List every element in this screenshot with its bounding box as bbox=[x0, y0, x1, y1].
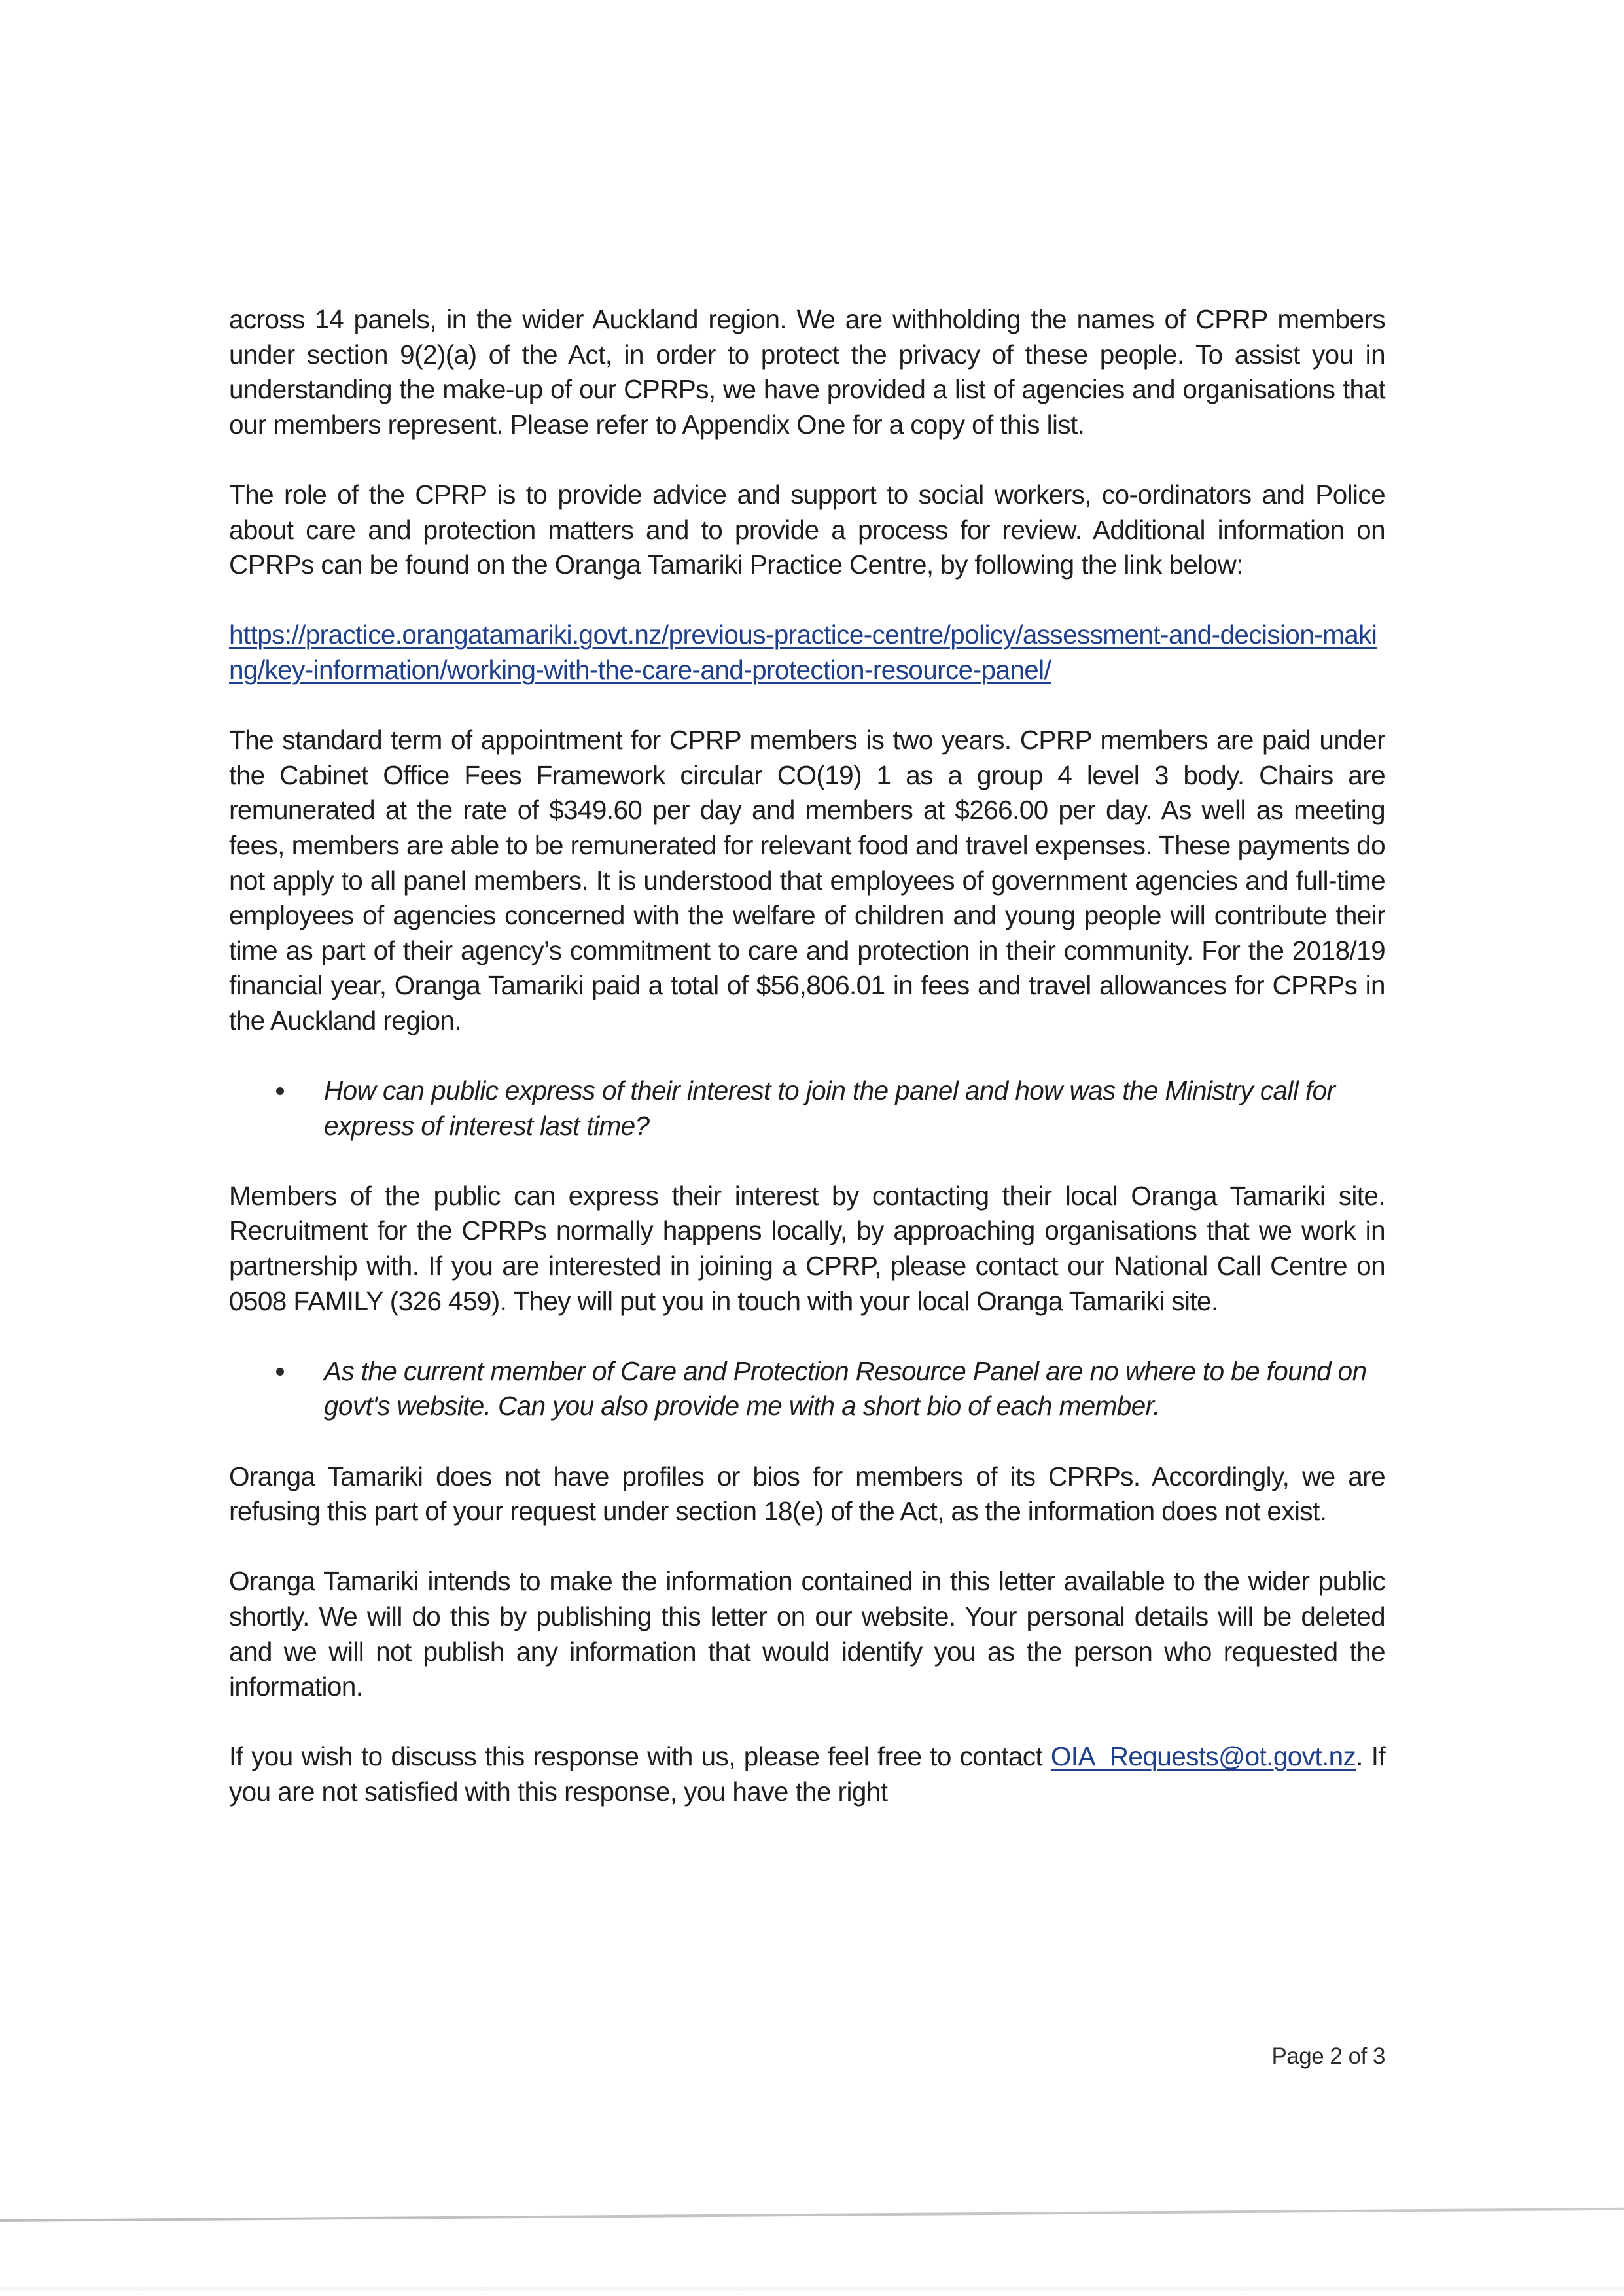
paragraph-cprp-membership: across 14 panels, in the wider Auckland region. We are withholding the names of CPRP members under section 9(2)(a) of the Act, in order to protect the privacy of these people. To assist you in understanding the make-up of our CPRPs, we have provided a list of agencies and organisations that our members represent. Please refer to Appendix One for a copy of this list. bbox=[229, 304, 1385, 440]
practice-centre-link-block bbox=[229, 617, 1385, 687]
question-bullet-member-bios bbox=[229, 1354, 1385, 1424]
paragraph-cprp-role: The role of the CPRP is to provide advice and support to social workers, co-ordinators and Police about care and protection matters and to provide a process for review. Additional information on CPRPs can be found on the Oranga Tamariki Practice Centre, by following the link below: bbox=[229, 479, 1385, 580]
scan-bottom-noise bbox=[0, 2287, 1624, 2291]
letter-body bbox=[229, 302, 1385, 1845]
question-bullet-expression-of-interest bbox=[229, 1073, 1385, 1143]
contact-text-after: . If you are not satisfied with this response, you have the right bbox=[229, 1741, 1386, 1807]
paragraph-refusal: Oranga Tamariki does not have profiles or bios for members of its CPRPs. Accordingly, we are refusing this part of your request under section 18(e) of the Act, as the information does not exist. bbox=[229, 1461, 1385, 1527]
scan-edge-line bbox=[0, 2208, 1624, 2222]
paragraph-publication: Oranga Tamariki intends to make the information contained in this letter available to the wider public shortly. We will do this by publishing this letter on our website. Your personal details will be deleted and we will not publish any information that would identify you as the person who requested the information. bbox=[229, 1566, 1385, 1702]
question-text: How can public express of their interest to join the panel and how was the Ministry call for express of interest last time? bbox=[324, 1075, 1335, 1141]
page-number: Page 2 of 3 bbox=[1271, 2044, 1385, 2069]
practice-centre-link[interactable]: https://practice.orangatamariki.govt.nz/previous-practice-centre/policy/assessment-and-decision-making/key-information/working-with-the-care-and-protection-resource-panel/ bbox=[229, 619, 1377, 685]
bullet-icon bbox=[276, 1087, 284, 1095]
paragraph-public-interest: Members of the public can express their interest by contacting their local Oranga Tamariki site. Recruitment for the CPRPs normally happens locally, by approaching organisations that we work in partnership with. If you are interested in joining a CPRP, please contact our National Call Centre on 0508 FAMILY (326 459). They will put you in touch with your local Oranga Tamariki site. bbox=[229, 1180, 1385, 1316]
bullet-icon bbox=[276, 1368, 284, 1376]
paragraph-remuneration: The standard term of appointment for CPRP members is two years. CPRP members are paid under the Cabinet Office Fees Framework circular CO(19) 1 as a group 4 level 3 body. Chairs are remunerated at the rate of $349.60 per day and members at $266.00 per day. As well as meeting fees, members are able to be remunerated for relevant food and travel expenses. These payments do not apply to all panel members. It is understood that employees of government agencies and full-time employees of agencies concerned with the welfare of children and young people will contribute their time as part of their agency’s commitment to care and protection in their community. For the 2018/19 financial year, Oranga Tamariki paid a total of $56,806.01 in fees and travel allowances for CPRPs in the Auckland region. bbox=[229, 725, 1385, 1035]
contact-text-before: If you wish to discuss this response with us, please feel free to contact bbox=[229, 1741, 1043, 1772]
paragraph-contact bbox=[229, 1739, 1385, 1809]
question-text: As the current member of Care and Protection Resource Panel are no where to be found on govt's website. Can you also provide me with a short bio of each member. bbox=[324, 1355, 1367, 1421]
oia-email-link[interactable]: OIA_Requests@ot.govt.nz bbox=[1050, 1741, 1356, 1772]
